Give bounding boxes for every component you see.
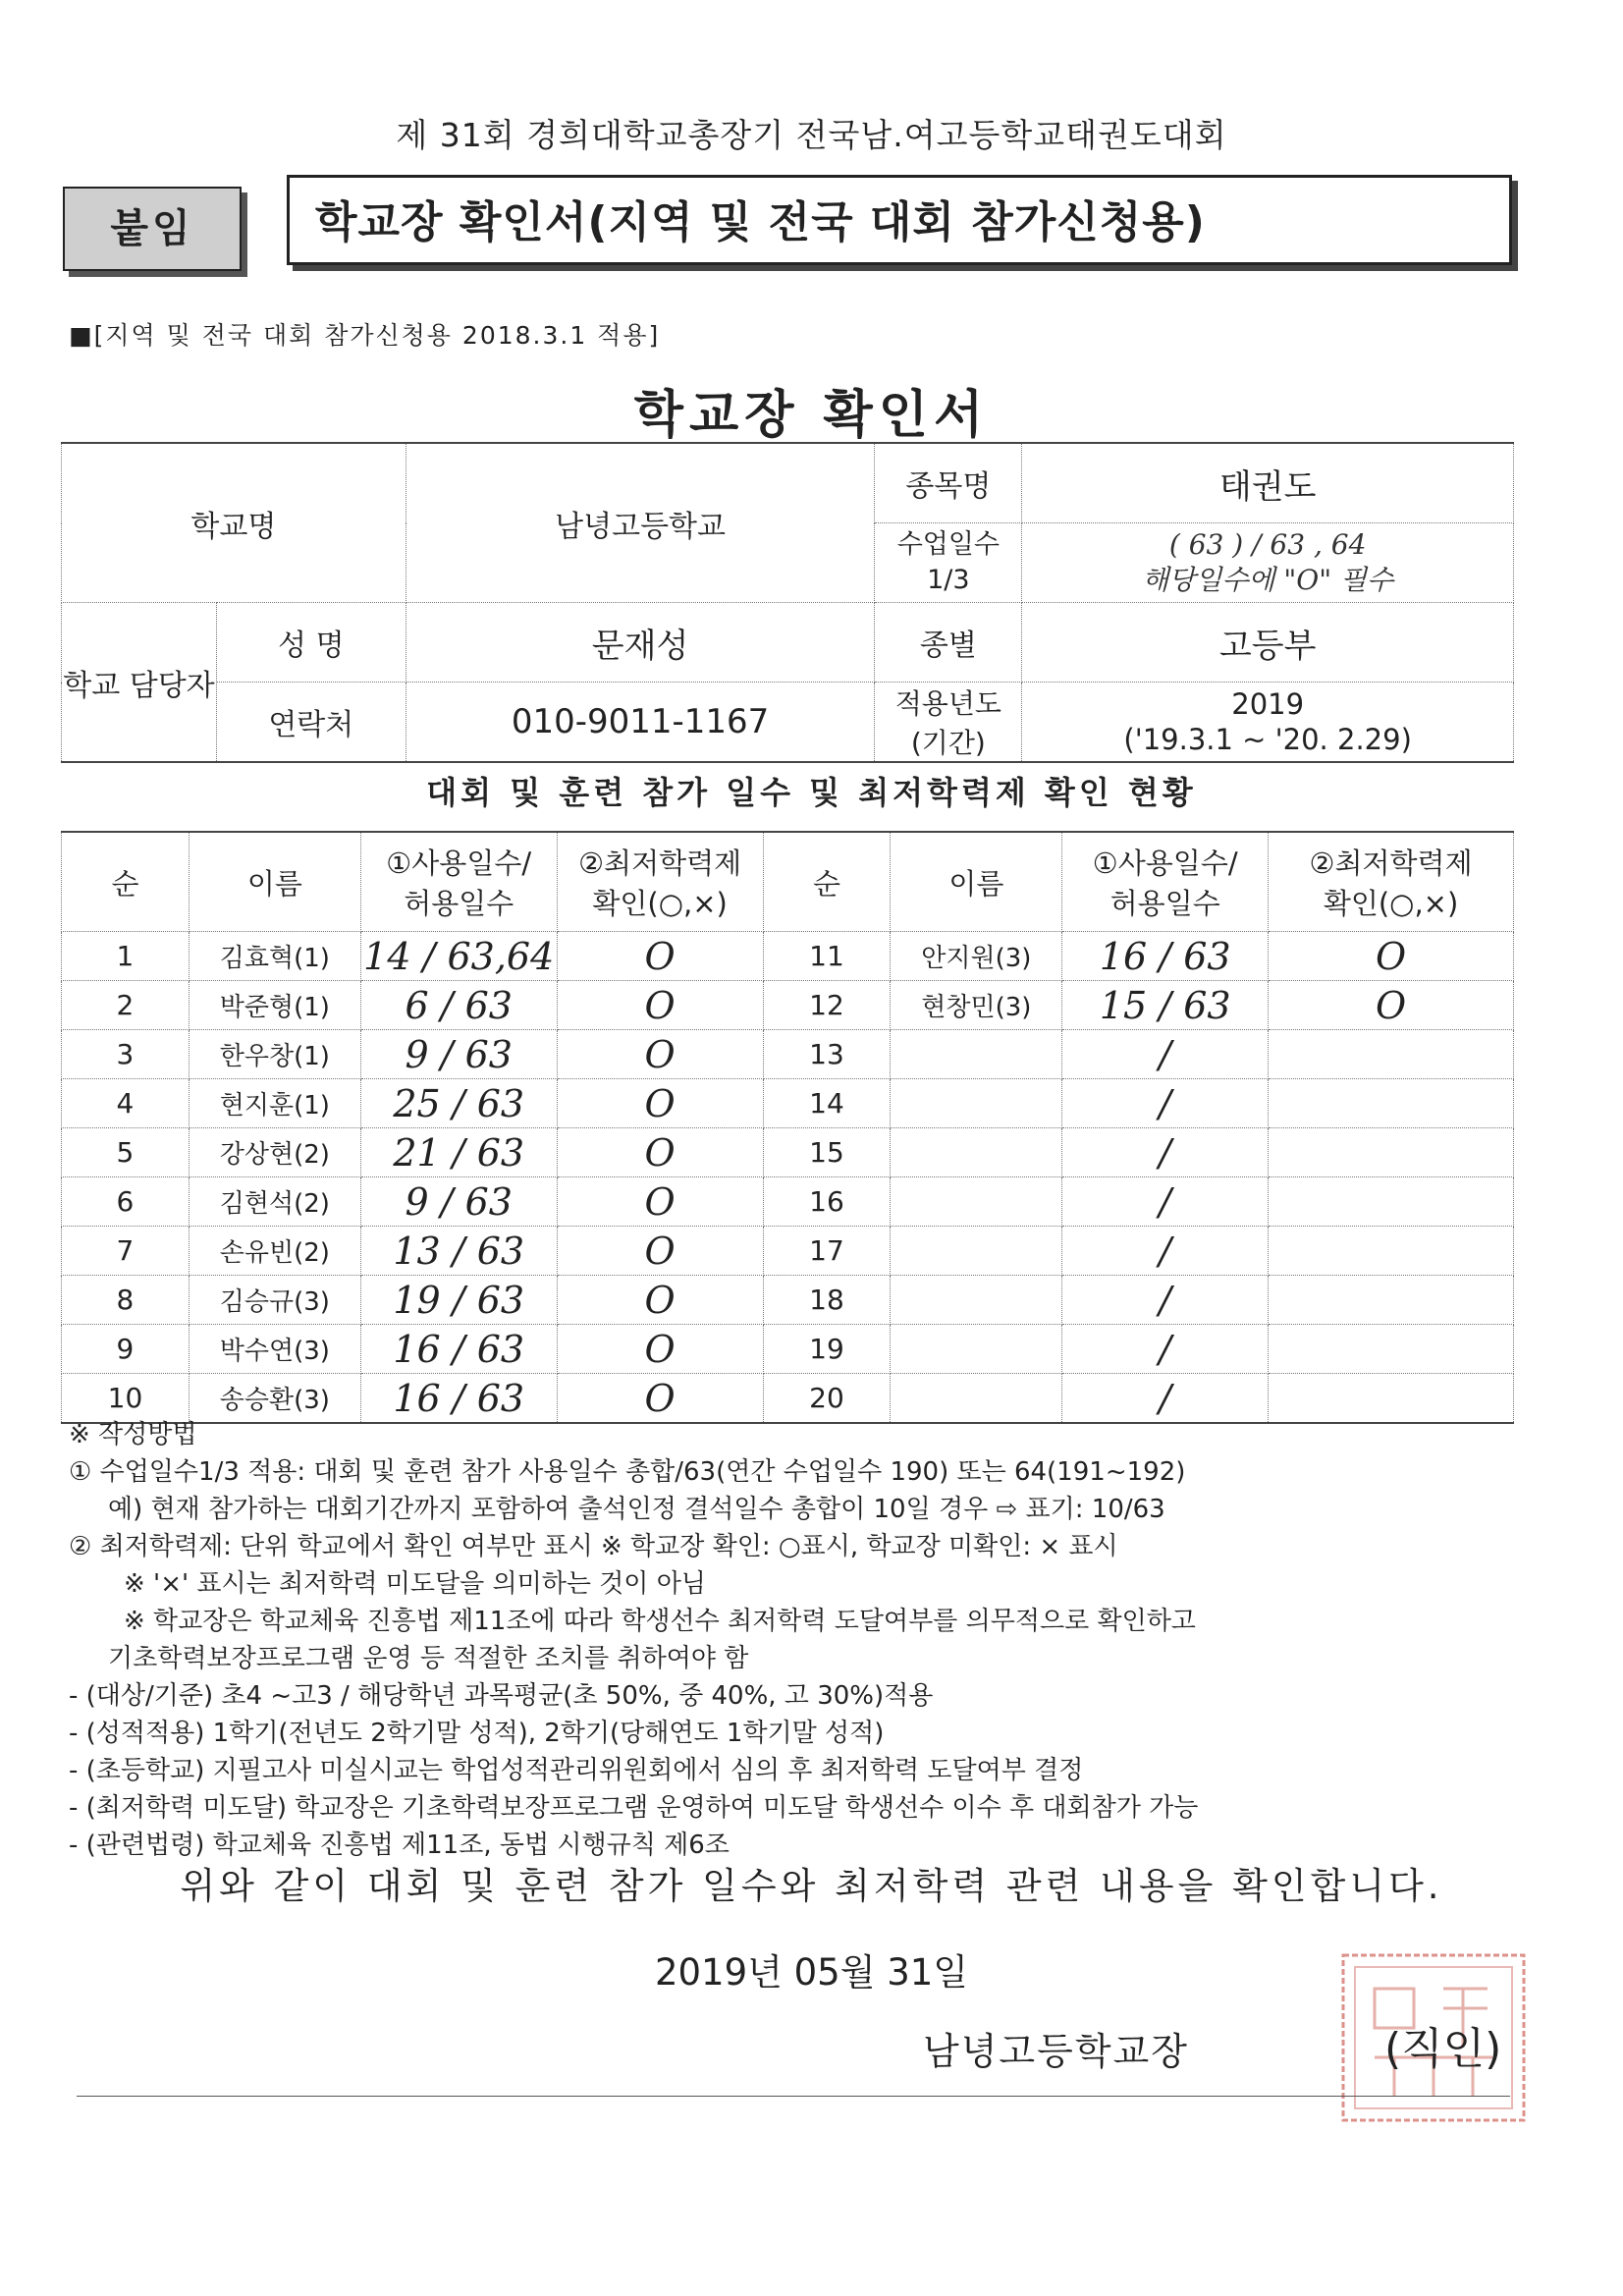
row-no: 6 xyxy=(62,1177,189,1227)
table-row xyxy=(62,932,1514,981)
info-table xyxy=(61,442,1514,763)
row-days: / xyxy=(1062,1325,1269,1374)
row-days: 16 / 63 xyxy=(1062,932,1269,981)
attachment-tag: 붙임 xyxy=(63,187,242,271)
row-days: 16 / 63 xyxy=(360,1325,557,1374)
row-name: 한우창(1) xyxy=(189,1030,360,1079)
col-name-right: 이름 xyxy=(891,832,1062,932)
col-name-left: 이름 xyxy=(189,832,360,932)
row-name: 김효혁(1) xyxy=(189,932,360,981)
row-days: / xyxy=(1062,1227,1269,1276)
year-value: 2019 xyxy=(1231,687,1305,721)
heading-box: 학교장 확인서(지역 및 전국 대회 참가신청용) xyxy=(287,175,1512,265)
table-row xyxy=(62,1177,1514,1227)
year-label: 적용년도 (기간) xyxy=(875,683,1022,763)
row-no: 19 xyxy=(763,1325,891,1374)
note-line: 예) 현재 참가하는 대회기간까지 포함하여 출석인정 결석일수 총합이 10일 경우 ⇨ 표기: 10/63 xyxy=(108,1495,1165,1524)
row-days: / xyxy=(1062,1128,1269,1177)
row-name: 강상현(2) xyxy=(189,1128,360,1177)
row-no: 7 xyxy=(62,1227,189,1276)
notes-section xyxy=(69,1416,1198,1864)
col-days-right: ①사용일수/ 허용일수 xyxy=(1062,832,1269,932)
row-check xyxy=(1269,1374,1514,1424)
table-row xyxy=(62,1128,1514,1177)
row-name: 현창민(3) xyxy=(891,981,1062,1030)
form-note: ■[지역 및 전국 대회 참가신청용 2018.3.1 적용] xyxy=(69,321,661,350)
event-value: 태권도 xyxy=(1022,443,1514,523)
main-title: 학교장 확인서 xyxy=(633,386,990,445)
row-check xyxy=(1269,1030,1514,1079)
row-name: 박준형(1) xyxy=(189,981,360,1030)
col-no-left: 순 xyxy=(62,832,189,932)
note-line: 기초학력보장프로그램 운영 등 적절한 조치를 취하여야 함 xyxy=(108,1644,749,1673)
division-value: 고등부 xyxy=(1022,603,1514,683)
note-line: - (최저학력 미도달) 학교장은 기초학력보장프로그램 운영하여 미도달 학생선수 이수 후 대회참가 가능 xyxy=(69,1793,1199,1823)
row-check: O xyxy=(1269,932,1514,981)
roster-header-row xyxy=(62,832,1514,932)
col-check-left: ②최저학력제 확인(○,×) xyxy=(557,832,763,932)
note-line: ② 최저학력제: 단위 학교에서 확인 여부만 표시 ※ 학교장 확인: ○표시, 학교장 미확인: × 표시 xyxy=(69,1532,1118,1561)
school-name-label: 학교명 xyxy=(62,443,406,603)
row-name: 박수연(3) xyxy=(189,1325,360,1374)
note-line: ※ 학교장은 학교체육 진흥법 제11조에 따라 학생선수 최저학력 도달여부를 의무적으로 확인하고 xyxy=(124,1607,1196,1636)
row-no: 12 xyxy=(763,981,891,1030)
row-check xyxy=(1269,1177,1514,1227)
row-days: 9 / 63 xyxy=(360,1177,557,1227)
row-no: 4 xyxy=(62,1079,189,1128)
row-name xyxy=(891,1325,1062,1374)
class-days-cell xyxy=(1022,523,1514,603)
row-no: 1 xyxy=(62,932,189,981)
row-days: / xyxy=(1062,1079,1269,1128)
row-no: 20 xyxy=(763,1374,891,1424)
table-row xyxy=(62,1227,1514,1276)
note-line: ※ '×' 표시는 최저학력 미도달을 의미하는 것이 아님 xyxy=(124,1569,706,1599)
row-check xyxy=(1269,1325,1514,1374)
col-no-right: 순 xyxy=(763,832,891,932)
row-name xyxy=(891,1079,1062,1128)
contact-label: 연락처 xyxy=(216,683,406,763)
row-no: 8 xyxy=(62,1276,189,1325)
row-check: O xyxy=(557,1128,763,1177)
row-name: 김승규(3) xyxy=(189,1276,360,1325)
row-days: 16 / 63 xyxy=(360,1374,557,1424)
row-days: / xyxy=(1062,1177,1269,1227)
row-no: 16 xyxy=(763,1177,891,1227)
row-check: O xyxy=(557,1030,763,1079)
contact-value: 010-9011-1167 xyxy=(406,683,875,763)
signature-date: 2019년 05월 31일 xyxy=(654,1951,969,1994)
row-name: 김현석(2) xyxy=(189,1177,360,1227)
row-check xyxy=(1269,1128,1514,1177)
note-line: - (대상/기준) 초4 ~고3 / 해당학년 과목평균(초 50%, 중 40%, 고 30%)적용 xyxy=(69,1681,934,1711)
row-check: O xyxy=(557,1276,763,1325)
row-name: 안지원(3) xyxy=(891,932,1062,981)
row-check: O xyxy=(557,981,763,1030)
row-no: 17 xyxy=(763,1227,891,1276)
row-days: 21 / 63 xyxy=(360,1128,557,1177)
row-no: 13 xyxy=(763,1030,891,1079)
signer-name: 남녕고등학교장 xyxy=(923,2030,1189,2073)
table-row xyxy=(62,981,1514,1030)
row-days: 15 / 63 xyxy=(1062,981,1269,1030)
row-days: 13 / 63 xyxy=(360,1227,557,1276)
row-days: 9 / 63 xyxy=(360,1030,557,1079)
row-no: 18 xyxy=(763,1276,891,1325)
status-title: 대회 및 훈련 참가 일수 및 최저학력제 확인 현황 xyxy=(426,774,1197,811)
row-no: 9 xyxy=(62,1325,189,1374)
event-title: 제 31회 경희대학교총장기 전국남.여고등학교태권도대회 xyxy=(396,116,1227,154)
row-name: 송승환(3) xyxy=(189,1374,360,1424)
row-name: 현지훈(1) xyxy=(189,1079,360,1128)
row-no: 15 xyxy=(763,1128,891,1177)
row-name xyxy=(891,1128,1062,1177)
row-no: 11 xyxy=(763,932,891,981)
row-days: 14 / 63,64 xyxy=(360,932,557,981)
bottom-divider xyxy=(77,2096,1510,2097)
confirm-statement: 위와 같이 대회 및 훈련 참가 일수와 최저학력 관련 내용을 확인합니다. xyxy=(180,1865,1443,1907)
name-value: 문재성 xyxy=(406,603,875,683)
row-check: O xyxy=(557,1227,763,1276)
row-days: 6 / 63 xyxy=(360,981,557,1030)
row-days: / xyxy=(1062,1374,1269,1424)
note-line: - (성적적용) 1학기(전년도 2학기말 성적), 2학기(당해연도 1학기말 성적) xyxy=(69,1719,885,1748)
year-cell xyxy=(1022,683,1514,763)
division-label: 종별 xyxy=(875,603,1022,683)
row-days: / xyxy=(1062,1030,1269,1079)
row-name xyxy=(891,1227,1062,1276)
class-days-value: ( 63 ) / 63 , 64 xyxy=(1168,528,1367,561)
row-days: 25 / 63 xyxy=(360,1079,557,1128)
row-no: 2 xyxy=(62,981,189,1030)
note-line: ① 수업일수1/3 적용: 대회 및 훈련 참가 사용일수 총합/63(연간 수업일수 190) 또는 64(191~192) xyxy=(69,1457,1186,1487)
row-name xyxy=(891,1177,1062,1227)
row-name xyxy=(891,1276,1062,1325)
row-check: O xyxy=(557,1177,763,1227)
row-days: 19 / 63 xyxy=(360,1276,557,1325)
roster-table xyxy=(61,831,1514,1424)
note-line: ※ 작성방법 xyxy=(69,1420,197,1449)
year-period: ('19.3.1 ~ '20. 2.29) xyxy=(1123,723,1412,756)
note-line: - (관련법령) 학교체육 진흥법 제11조, 동법 시행규칙 제6조 xyxy=(69,1831,730,1860)
row-check: O xyxy=(557,1079,763,1128)
row-check xyxy=(1269,1079,1514,1128)
row-check: O xyxy=(557,1374,763,1424)
school-name-value: 남녕고등학교 xyxy=(406,443,875,603)
table-row xyxy=(62,1325,1514,1374)
row-days: / xyxy=(1062,1276,1269,1325)
class-days-note: 해당일수에 "O" 필수 xyxy=(1142,564,1394,596)
row-check xyxy=(1269,1276,1514,1325)
manager-label: 학교 담당자 xyxy=(62,603,217,763)
col-days-left: ①사용일수/ 허용일수 xyxy=(360,832,557,932)
name-label: 성 명 xyxy=(216,603,406,683)
table-row xyxy=(62,1079,1514,1128)
table-row xyxy=(62,1276,1514,1325)
row-no: 14 xyxy=(763,1079,891,1128)
row-no: 3 xyxy=(62,1030,189,1079)
row-check: O xyxy=(557,1325,763,1374)
note-line: - (초등학교) 지필고사 미실시교는 학업성적관리위원회에서 심의 후 최저학력 도달여부 결정 xyxy=(69,1756,1084,1785)
row-check: O xyxy=(557,932,763,981)
row-check xyxy=(1269,1227,1514,1276)
event-label: 종목명 xyxy=(875,443,1022,523)
row-check: O xyxy=(1269,981,1514,1030)
table-row xyxy=(62,1030,1514,1079)
class-days-label: 수업일수 1/3 xyxy=(875,523,1022,603)
row-no: 10 xyxy=(62,1374,189,1424)
col-check-right: ②최저학력제 확인(○,×) xyxy=(1269,832,1514,932)
row-no: 5 xyxy=(62,1128,189,1177)
row-name xyxy=(891,1030,1062,1079)
row-name: 손유빈(2) xyxy=(189,1227,360,1276)
seal-label: (직인) xyxy=(1384,2024,1502,2074)
